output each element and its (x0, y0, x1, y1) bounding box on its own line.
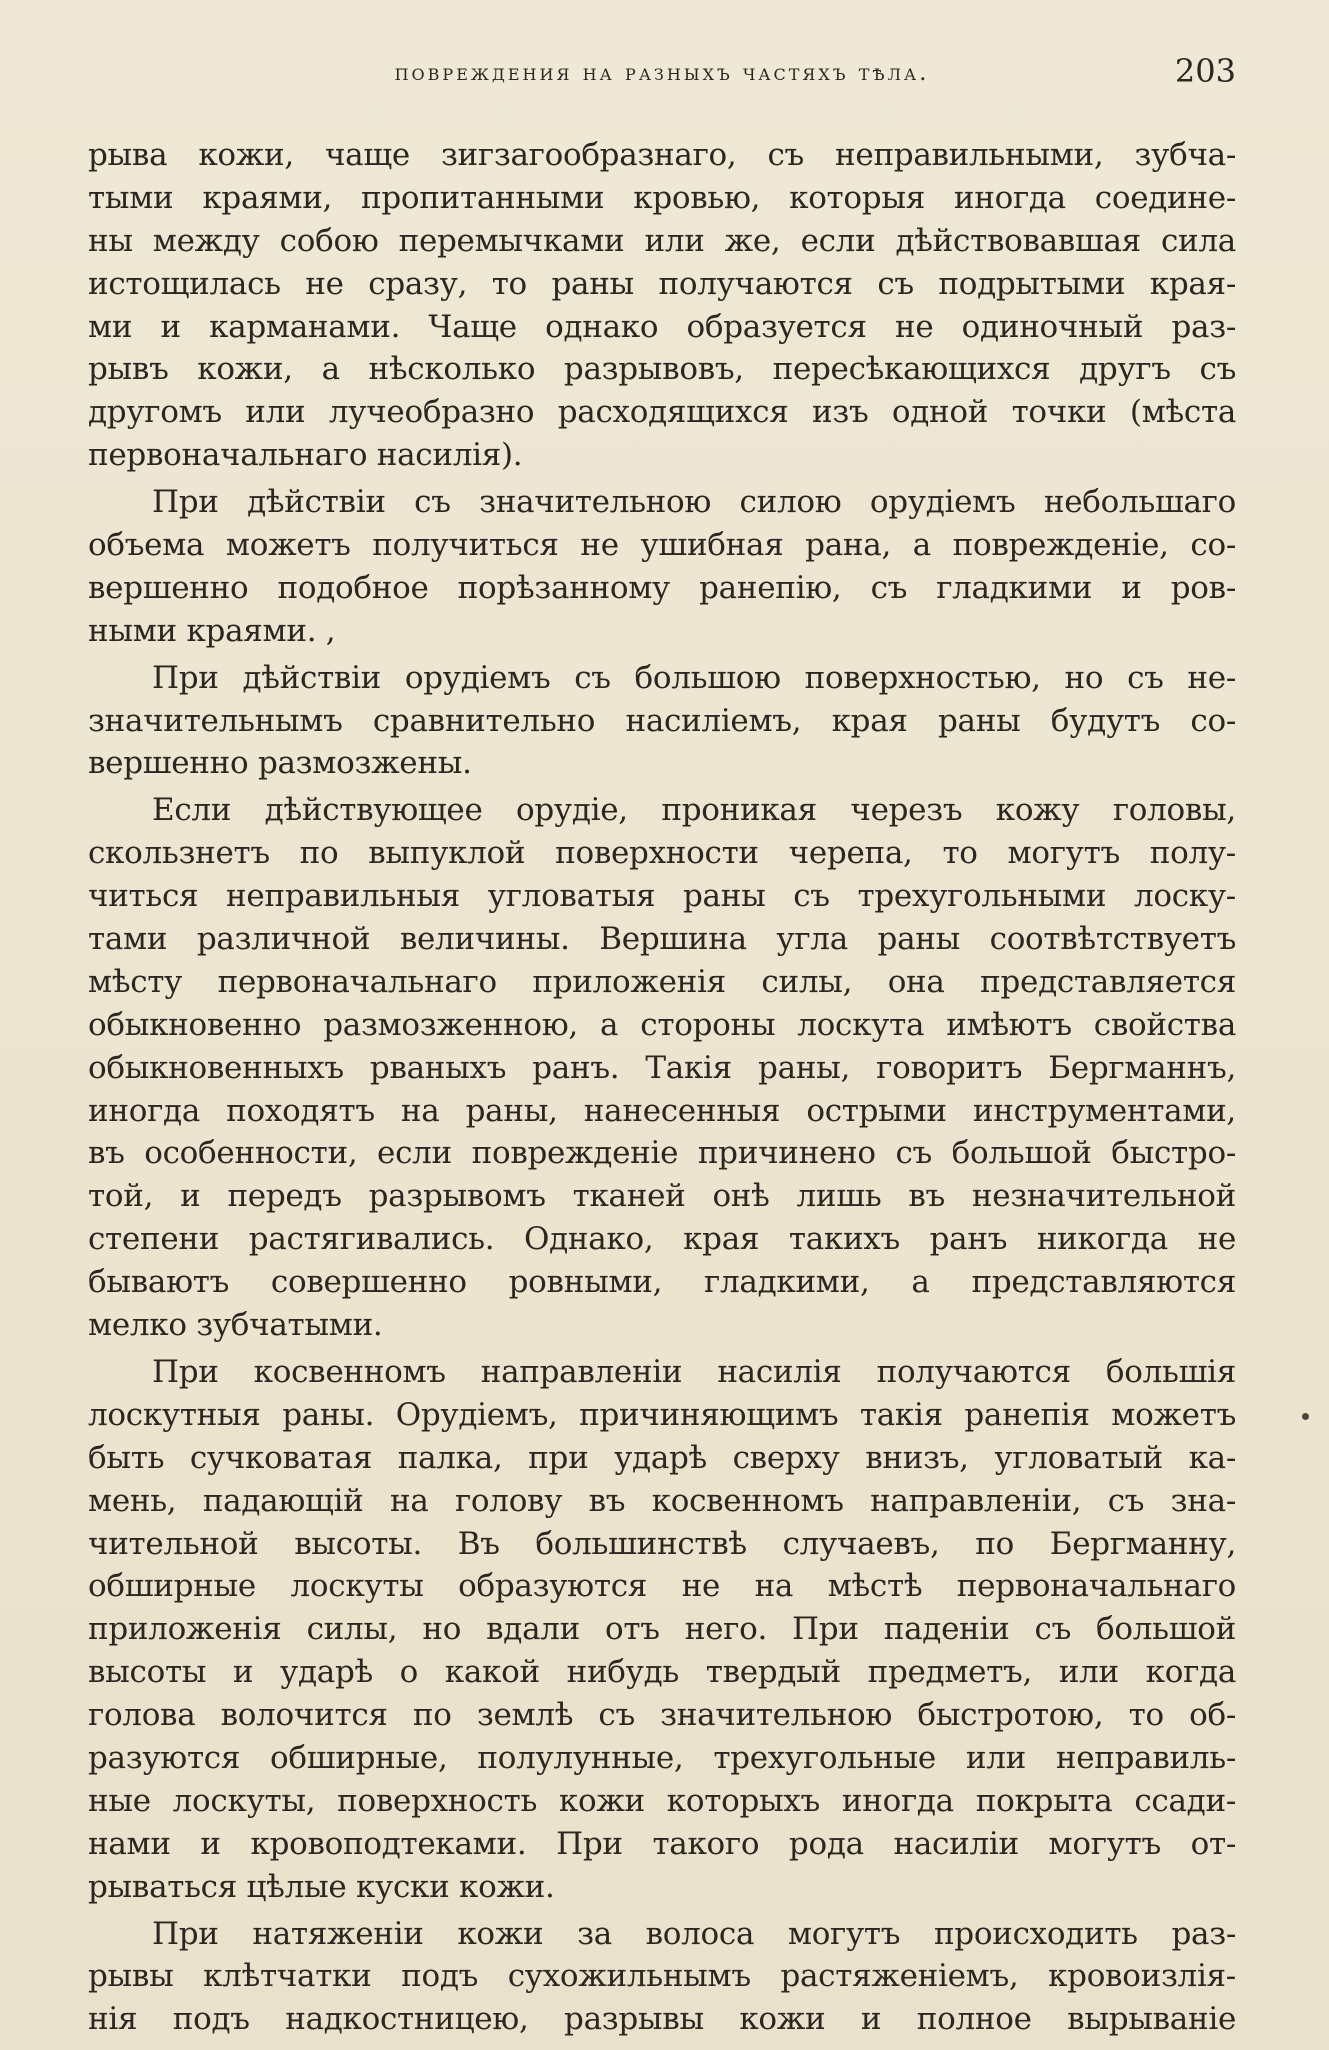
text-line: обыкновенно размозженною, а стороны лоскута имѣютъ свойства (88, 1006, 1236, 1043)
text-line: значительнымъ сравнительно насиліемъ, края раны будутъ со- (88, 702, 1236, 739)
paragraph (88, 789, 1236, 1347)
text-line: вершенно размозжены. (88, 745, 472, 782)
text-line: иногда походятъ на раны, нанесенныя острыми инструментами, (88, 1092, 1236, 1129)
text-line: ные лоскуты, поверхность кожи которыхъ иногда покрыта ссади- (88, 1782, 1236, 1819)
text-line: скользнетъ по выпуклой поверхности черепа, то могутъ полу- (88, 835, 1236, 872)
text-line: быть сучковатая палка, при ударѣ сверху внизъ, угловатый ка- (88, 1439, 1236, 1476)
text-line: приложенія силы, но вдали отъ него. При паденіи съ большой (88, 1611, 1236, 1648)
text-line: другомъ или лучеобразно расходящихся изъ одной точки (мѣста (88, 394, 1236, 431)
text-line: рываться цѣлые куски кожи. (88, 1868, 555, 1905)
text-line: первоначальнаго насилія). (88, 437, 523, 474)
text-line: истощилась не сразу, то раны получаются съ подрытыми края- (88, 265, 1236, 302)
text-line: ми и карманами. Чаще однако образуется не одиночный раз- (88, 308, 1236, 345)
text-line: ными краями. , (88, 612, 336, 649)
page-number: 203 (1174, 52, 1236, 90)
text-line: рывъ кожи, а нѣсколько разрывовъ, пересѣкающихся другъ съ (88, 351, 1236, 388)
page-header (88, 52, 1236, 96)
text-line: При натяженіи кожи за волоса могутъ происходить раз- (152, 1915, 1236, 1952)
text-line: тыми краями, пропитанными кровью, которыя иногда соедине- (88, 179, 1236, 216)
text-line: лоскутныя раны. Орудіемъ, причиняющимъ такія ранепія можетъ (88, 1396, 1236, 1433)
text-line: въ особенности, если поврежденіе причинено съ большой быстро- (88, 1135, 1236, 1172)
paragraph (88, 1913, 1236, 2042)
text-line: разуются обширные, полулунные, трехугольные или неправиль- (88, 1739, 1236, 1776)
text-line: При косвенномъ направленіи насилія получаются большія (152, 1353, 1236, 1390)
text-line: мелко зубчатыми. (88, 1307, 383, 1344)
text-line: Если дѣйствующее орудіе, проникая черезъ кожу головы, (152, 792, 1236, 829)
ink-speck (1302, 1413, 1309, 1420)
text-line: нія подъ надкостницею, разрывы кожи и полное вырываніе (88, 2001, 1236, 2038)
text-line: степени растягивались. Однако, края такихъ ранъ никогда не (88, 1221, 1236, 1258)
running-title: повреждения на разныхъ частяхъ тѣла. (394, 60, 930, 86)
text-line: мень, падающій на голову въ косвенномъ направленіи, съ зна- (88, 1482, 1236, 1519)
text-line: чительной высоты. Въ большинствѣ случаевъ, по Бергманну, (88, 1525, 1236, 1562)
text-line: высоты и ударѣ о какой нибудь твердый предметъ, или когда (88, 1654, 1236, 1691)
text-line: рывы клѣтчатки подъ сухожильнымъ растяженіемъ, кровоизлія- (88, 1958, 1236, 1995)
text-line: При дѣйствіи орудіемъ съ большою поверхностью, но съ не- (152, 659, 1236, 696)
text-line: обширные лоскуты образуются не на мѣстѣ первоначальнаго (88, 1568, 1236, 1605)
text-line: При дѣйствіи съ значительною силою орудіемъ небольшаго (152, 484, 1236, 521)
paragraph (88, 481, 1236, 653)
paragraph (88, 657, 1236, 786)
text-line: вершенно подобное порѣзанному ранепію, съ гладкими и ров- (88, 569, 1236, 606)
text-line: читься неправильныя угловатыя раны съ трехугольными лоску- (88, 878, 1236, 915)
body-text (88, 134, 1236, 2041)
text-line: нами и кровоподтеками. При такого рода насиліи могутъ от- (88, 1825, 1236, 1862)
text-line: рыва кожи, чаще зигзагообразнаго, съ неправильными, зубча- (88, 137, 1236, 173)
text-line: голова волочится по землѣ съ значительною быстротою, то об- (88, 1697, 1236, 1734)
paragraph (88, 1351, 1236, 1909)
text-line: ны между собою перемычками или же, если дѣйствовавшая сила (88, 222, 1236, 259)
text-line: объема можетъ получиться не ушибная рана, а поврежденіе, со- (88, 527, 1236, 564)
text-line: тами различной величины. Вершина угла раны соотвѣтствуетъ (88, 921, 1236, 958)
text-line: обыкновенныхъ рваныхъ ранъ. Такія раны, говоритъ Бергманнъ, (88, 1049, 1236, 1086)
text-line: той, и передъ разрывомъ тканей онѣ лишь въ незначительной (88, 1178, 1236, 1215)
paragraph (88, 134, 1236, 477)
text-line: бываютъ совершенно ровными, гладкими, а представляются (88, 1264, 1236, 1301)
text-line: мѣсту первоначальнаго приложенія силы, она представляется (88, 963, 1236, 1000)
